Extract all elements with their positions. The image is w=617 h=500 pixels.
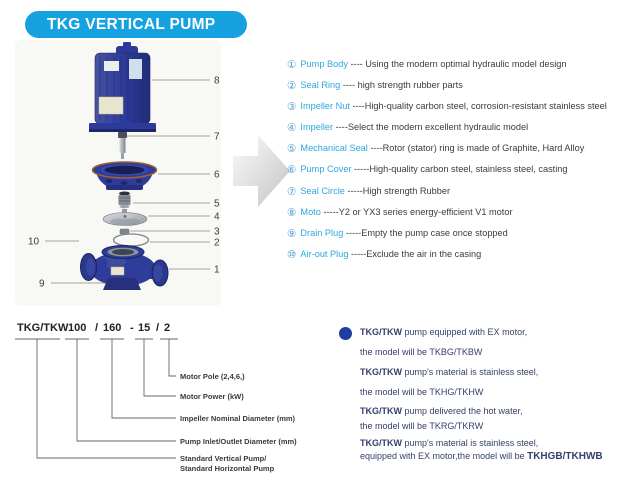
parts-list-item [287, 163, 615, 176]
part-description: Using the modern optimal hydraulic model design [365, 59, 567, 69]
diagram-label-5: 5 [214, 198, 220, 210]
part-name: Seal Ring [300, 80, 341, 91]
note-line [360, 420, 615, 433]
motor-illustration [89, 42, 156, 132]
diagram-label-4: 4 [214, 211, 220, 223]
note-lead: TKG/TKW [360, 367, 402, 377]
model-dash: - [130, 322, 134, 334]
separator-dashes: ----- [351, 164, 370, 175]
part-name: Pump Cover [300, 164, 352, 175]
part-name: Drain Plug [300, 227, 344, 238]
page-title-banner [25, 11, 247, 38]
part-description: Rotor (stator) ring is made of Graphite, Hard Alloy [382, 143, 585, 154]
model-power: 15 [138, 322, 151, 334]
parts-list-item [287, 185, 615, 198]
note-text: the model will be TKBG/TKBW [360, 347, 483, 357]
model-inlet-size: 100 [68, 322, 87, 334]
separator-dashes: ---- [349, 101, 365, 112]
model-label-standard-vertical: Standard Vertical Pump/ [180, 454, 267, 463]
note-line [360, 405, 615, 418]
impeller-nut-illustration [120, 229, 129, 234]
item-number-badge: ④ [287, 122, 297, 135]
diagram-label-8: 8 [214, 75, 220, 87]
drain-plug-foot [103, 278, 141, 290]
diagram-label-9: 9 [39, 278, 45, 290]
diagram-label-10: 10 [28, 236, 40, 248]
item-number-badge: ⑩ [287, 248, 297, 261]
model-label-motor-power: Motor Power (kW) [180, 392, 244, 401]
part-description: High strength Rubber [362, 185, 451, 196]
separator-dashes: ---- [367, 143, 383, 154]
item-number-badge: ⑦ [287, 185, 297, 198]
part-name: Air-out Plug [300, 248, 349, 259]
arrow-right-icon [231, 127, 293, 215]
part-description: Select the modern excellent hydraulic model [347, 122, 529, 133]
motor-nameplate [104, 61, 119, 71]
note-text: pump equipped with EX motor, [402, 327, 528, 337]
item-number-badge: ⑥ [287, 164, 297, 177]
model-series: TKG/TKW [17, 322, 69, 334]
note-line [360, 450, 615, 463]
part-name: Mechanical Seal [300, 143, 368, 154]
page-title: TKG VERTICAL PUMP [47, 16, 216, 33]
motor-label [129, 59, 142, 79]
bullet-dot [339, 327, 352, 340]
separator-dashes: ----- [320, 206, 339, 217]
note-line [360, 386, 615, 399]
diagram-label-7: 7 [214, 131, 220, 143]
part-description: Empty the pump case once stopped [361, 227, 508, 238]
part-description: high strength rubber parts [357, 80, 463, 91]
note-line [360, 437, 615, 450]
pump-exploded-diagram [15, 40, 230, 310]
parts-list-item [287, 248, 615, 261]
parts-list-item [287, 227, 615, 240]
separator-dashes: ---- [333, 122, 348, 133]
model-pole: 2 [164, 322, 171, 334]
model-code-breakdown [10, 315, 320, 485]
diagram-label-2: 2 [214, 237, 220, 249]
note-line [360, 326, 615, 339]
note-lead: TKG/TKW [360, 327, 402, 337]
parts-list [287, 58, 615, 269]
mechanical-seal-illustration [119, 192, 131, 209]
separator-dashes: ----- [344, 185, 363, 196]
model-impeller-size: 160 [103, 322, 122, 334]
model-slash: / [95, 322, 99, 334]
item-number-badge: ⑧ [287, 206, 297, 219]
part-description: Exclude the air in the casing [366, 248, 482, 259]
parts-list-item [287, 206, 615, 219]
part-name: Pump Body [300, 59, 348, 69]
model-label-inlet-diameter: Pump Inlet/Outlet Diameter (mm) [180, 437, 297, 446]
parts-list-item [287, 121, 615, 134]
parts-list-item [287, 58, 615, 71]
note-line [360, 346, 615, 359]
part-name: Moto [300, 206, 321, 217]
note-line [360, 366, 615, 379]
model-label-motor-pole: Motor Pole (2,4,6,) [180, 372, 245, 381]
note-text: pump's material is stainless steel, [402, 438, 539, 448]
note-text: pump delivered the hot water, [402, 406, 523, 416]
part-description: High-quality carbon steel, stainless steel, casting [369, 164, 568, 175]
part-name: Impeller Nut [300, 101, 350, 112]
model-label-impeller-diameter: Impeller Nominal Diameter (mm) [180, 414, 296, 423]
note-model-code: TKHGB/TKHWB [527, 451, 603, 462]
note-lead: TKG/TKW [360, 406, 402, 416]
separator-dashes: ----- [348, 248, 367, 259]
note-lead: TKG/TKW [360, 438, 402, 448]
parts-list-item [287, 142, 615, 155]
note-text: the model will be TKHG/TKHW [360, 387, 484, 397]
separator-dashes: ---- [340, 80, 358, 91]
separator-dashes: ---- [347, 59, 366, 69]
note-text: the model will be TKRG/TKRW [360, 421, 484, 431]
diagram-label-3: 3 [214, 226, 220, 238]
part-name: Seal Circle [300, 185, 345, 196]
item-number-badge: ① [287, 59, 297, 71]
item-number-badge: ③ [287, 101, 297, 114]
diagram-label-1: 1 [214, 264, 220, 276]
item-number-badge: ⑨ [287, 227, 297, 240]
motor-terminal-box [99, 97, 123, 114]
parts-list-item [287, 100, 615, 113]
item-number-badge: ⑤ [287, 143, 297, 156]
part-description: High-quality carbon steel, corrosion-resistant stainless steel [364, 101, 607, 112]
part-description: Y2 or YX3 series energy-efficient V1 motor [338, 206, 513, 217]
pump-body-nameplate [111, 267, 124, 275]
model-label-standard-horizontal: Standard Horizontal Pump [180, 464, 275, 473]
model-variant-notes [360, 326, 615, 463]
item-number-badge: ② [287, 80, 297, 93]
note-text: pump's material is stainless steel, [402, 367, 539, 377]
model-connector-lines [15, 339, 178, 458]
separator-dashes: ----- [343, 227, 362, 238]
model-slash: / [156, 322, 160, 334]
parts-list-item [287, 79, 615, 92]
part-name: Impeller [300, 122, 334, 133]
note-text: equipped with EX motor,the model will be [360, 451, 528, 461]
diagram-label-6: 6 [214, 169, 220, 181]
